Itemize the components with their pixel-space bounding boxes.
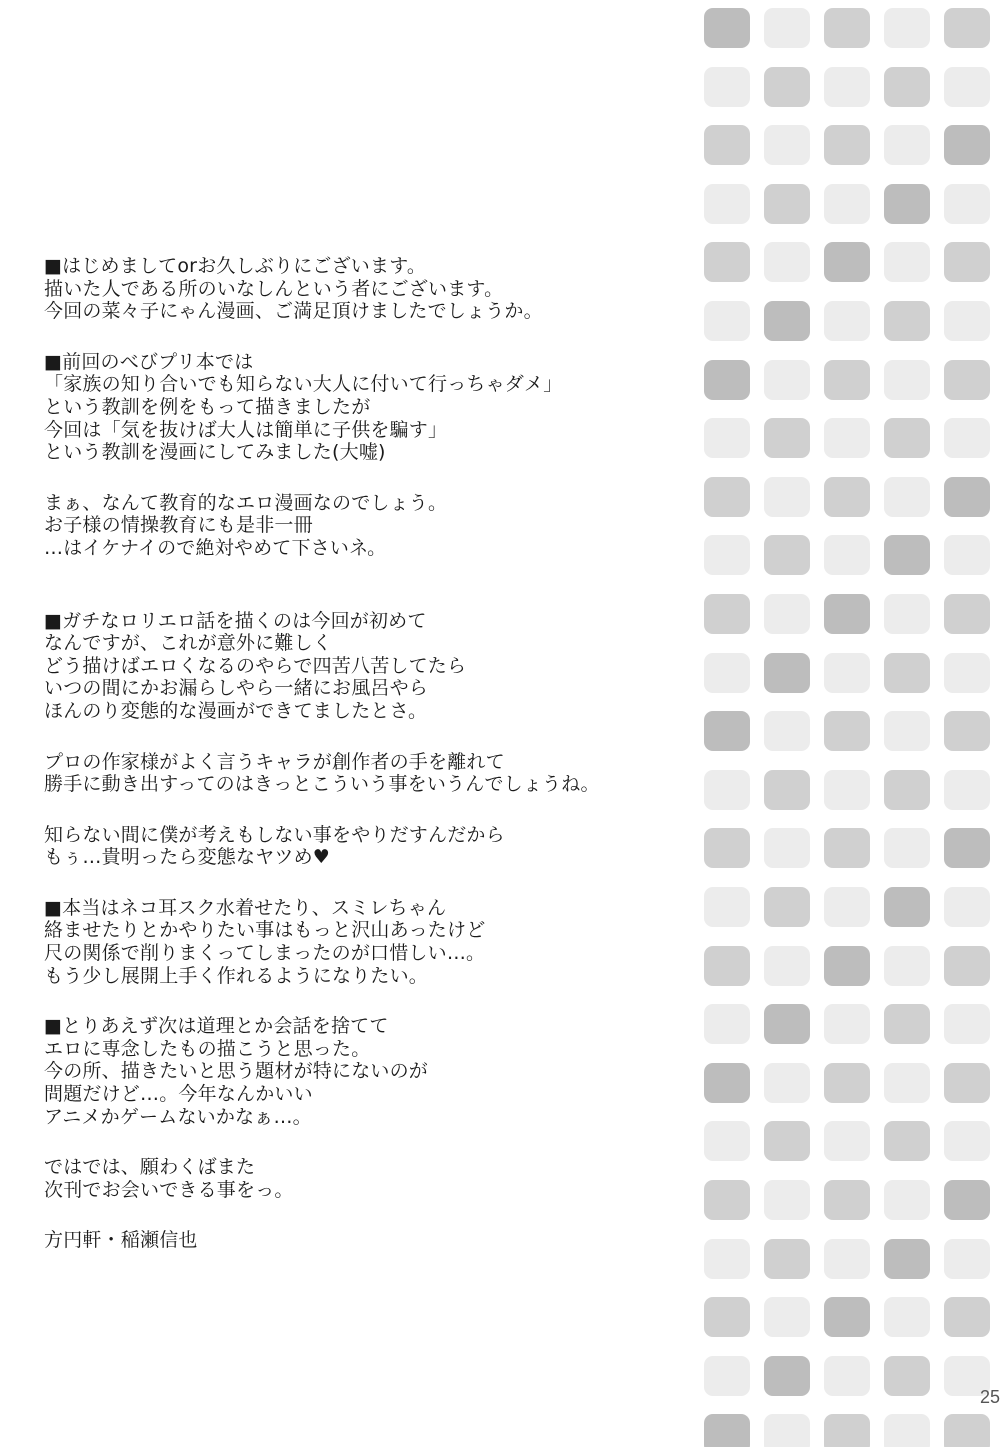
text-line: ■前回のべびプリ本では (44, 350, 254, 373)
decorative-tile (704, 1356, 750, 1396)
decorative-tile (884, 477, 930, 517)
decorative-tile (944, 946, 990, 986)
decorative-tile (824, 594, 870, 634)
text-line: ■ガチなロリエロ話を描くのは今回が初めて (44, 609, 427, 632)
decorative-tile (824, 887, 870, 927)
decorative-tile (824, 535, 870, 575)
decorative-tile (704, 594, 750, 634)
afterword-text (44, 255, 694, 1252)
text-line: 「家族の知り合いでも知らない大人に付いて行っちゃダメ」 (44, 373, 563, 396)
decorative-tile (704, 125, 750, 165)
text-line: エロに専念したもの描こうと思った。 (44, 1037, 371, 1060)
decorative-tile (884, 946, 930, 986)
text-line: もぅ…貴明ったら変態なヤツめ♥ (44, 846, 331, 869)
text-line: 今回の菜々子にゃん漫画、ご満足頂けましたでしょうか。 (44, 300, 543, 323)
decorative-tile (824, 301, 870, 341)
decorative-tile (824, 242, 870, 282)
text-line: ■はじめましてorお久しぶりにございます。 (44, 255, 427, 277)
decorative-tile (704, 242, 750, 282)
decorative-tile (944, 594, 990, 634)
decorative-tile (764, 125, 810, 165)
decorative-tile (944, 1297, 990, 1337)
decorative-tile (944, 1239, 990, 1279)
decorative-tile (764, 828, 810, 868)
decorative-tile (824, 1121, 870, 1161)
decorative-tile (704, 653, 750, 693)
decorative-tile (764, 946, 810, 986)
decorative-tile (884, 887, 930, 927)
decorative-tile (764, 418, 810, 458)
decorative-tile (884, 828, 930, 868)
decorative-tile (944, 1414, 990, 1447)
decorative-tile (824, 1004, 870, 1044)
decorative-tile (944, 477, 990, 517)
decorative-tile (824, 946, 870, 986)
decorative-tile (704, 301, 750, 341)
decorative-tile (764, 1297, 810, 1337)
decorative-tile (704, 711, 750, 751)
decorative-tile (704, 360, 750, 400)
decorative-tile (884, 360, 930, 400)
decorative-tile (704, 184, 750, 224)
decorative-tile (884, 242, 930, 282)
decorative-tile (884, 594, 930, 634)
decorative-tile (764, 477, 810, 517)
decorative-tile (884, 1063, 930, 1103)
paragraph-regrets (44, 897, 694, 987)
decorative-tile (704, 418, 750, 458)
decorative-tile (944, 125, 990, 165)
decorative-tile (944, 67, 990, 107)
text-line: …はイケナイので絶対やめて下さいネ。 (44, 536, 387, 559)
decorative-tile (824, 828, 870, 868)
decorative-tile (884, 301, 930, 341)
decorative-tile (824, 653, 870, 693)
decorative-tile (944, 1063, 990, 1103)
decorative-tile (704, 535, 750, 575)
text-line: 今の所、描きたいと思う題材が特にないのが (44, 1060, 429, 1083)
checkered-tile-decoration (700, 0, 1000, 1447)
paragraph-previous-book (44, 351, 694, 464)
decorative-tile (824, 1356, 870, 1396)
decorative-tile (824, 184, 870, 224)
text-line: いつの間にかお漏らしやら一緒にお風呂やら (44, 677, 429, 700)
decorative-tile (704, 1180, 750, 1220)
decorative-tile (824, 1297, 870, 1337)
decorative-tile (824, 418, 870, 458)
text-line: 知らない間に僕が考えもしない事をやりだすんだから (44, 823, 505, 846)
decorative-tile (764, 594, 810, 634)
decorative-tile (764, 535, 810, 575)
decorative-tile (704, 946, 750, 986)
decorative-tile (944, 887, 990, 927)
decorative-tile (944, 418, 990, 458)
decorative-tile (764, 301, 810, 341)
text-line: アニメかゲームないかなぁ…。 (44, 1105, 312, 1128)
author-signature (44, 1229, 694, 1252)
decorative-tile (824, 67, 870, 107)
decorative-tile (764, 184, 810, 224)
decorative-tile (704, 1414, 750, 1447)
text-line: ■本当はネコ耳スク水着せたり、スミレちゃん (44, 896, 447, 919)
decorative-tile (884, 1239, 930, 1279)
decorative-tile (884, 535, 930, 575)
text-line: ではでは、願わくばまた (44, 1156, 256, 1179)
decorative-tile (944, 242, 990, 282)
paragraph-farewell (44, 1156, 694, 1201)
decorative-tile (764, 67, 810, 107)
text-line: どう描けばエロくなるのやらで四苦八苦してたら (44, 654, 467, 677)
decorative-tile (884, 1414, 930, 1447)
text-line: 絡ませたりとかやりたい事はもっと沢山あったけど (44, 919, 486, 942)
text-line: 描いた人である所のいなしんという者にございます。 (44, 277, 504, 300)
decorative-tile (764, 711, 810, 751)
text-line: なんですが、これが意外に難しく (44, 632, 333, 655)
text-line: まぁ、なんて教育的なエロ漫画なのでしょう。 (44, 491, 448, 514)
decorative-tile (884, 125, 930, 165)
decorative-tile (764, 1239, 810, 1279)
decorative-tile (944, 770, 990, 810)
decorative-tile (944, 1121, 990, 1161)
decorative-tile (944, 535, 990, 575)
text-line: プロの作家様がよく言うキャラが創作者の手を離れて (44, 750, 505, 773)
decorative-tile (824, 1239, 870, 1279)
decorative-tile (824, 1063, 870, 1103)
decorative-tile (824, 711, 870, 751)
paragraph-first-attempt (44, 610, 694, 723)
decorative-tile (704, 887, 750, 927)
decorative-tile (944, 1004, 990, 1044)
text-line: という教訓を例をもって描きましたが (44, 395, 371, 418)
decorative-tile (764, 1180, 810, 1220)
text-line: ■とりあえず次は道理とか会話を捨てて (44, 1015, 389, 1038)
decorative-tile (884, 1004, 930, 1044)
paragraph-characters (44, 751, 694, 796)
decorative-tile (704, 828, 750, 868)
decorative-tile (944, 184, 990, 224)
text-line: 今回は「気を抜けば大人は簡単に子供を騙す」 (44, 418, 448, 441)
decorative-tile (884, 1297, 930, 1337)
decorative-tile (764, 8, 810, 48)
decorative-tile (824, 360, 870, 400)
decorative-tile (884, 770, 930, 810)
decorative-tile (704, 1297, 750, 1337)
decorative-tile (884, 67, 930, 107)
paragraph-takaaki (44, 824, 694, 869)
paragraph-greeting (44, 255, 694, 323)
text-line: 次刊でお会いできる事をっ。 (44, 1178, 294, 1201)
text-line: 方円軒・稲瀬信也 (44, 1229, 198, 1252)
decorative-tile (884, 1121, 930, 1161)
decorative-tile (824, 125, 870, 165)
decorative-tile (884, 8, 930, 48)
paragraph-education-joke (44, 492, 694, 560)
decorative-tile (764, 242, 810, 282)
decorative-tile (704, 1239, 750, 1279)
decorative-tile (704, 770, 750, 810)
text-line: もう少し展開上手く作れるようになりたい。 (44, 964, 429, 987)
decorative-tile (764, 1356, 810, 1396)
decorative-tile (884, 653, 930, 693)
decorative-tile (764, 1063, 810, 1103)
decorative-tile (944, 8, 990, 48)
decorative-tile (884, 418, 930, 458)
paragraph-next-plans (44, 1015, 694, 1128)
decorative-tile (884, 711, 930, 751)
decorative-tile (824, 1180, 870, 1220)
text-line: 問題だけど…。今年なんかいい (44, 1083, 313, 1106)
decorative-tile (884, 1180, 930, 1220)
decorative-tile (704, 1004, 750, 1044)
decorative-tile (704, 67, 750, 107)
decorative-tile (884, 1356, 930, 1396)
decorative-tile (704, 1121, 750, 1161)
decorative-tile (824, 8, 870, 48)
decorative-tile (764, 887, 810, 927)
decorative-tile (764, 1121, 810, 1161)
decorative-tile (944, 360, 990, 400)
decorative-tile (764, 770, 810, 810)
page-number: 25 (979, 1387, 1000, 1407)
text-line: お子様の情操教育にも是非一冊 (44, 514, 313, 537)
text-line: 勝手に動き出すってのはきっとこういう事をいうんでしょうね。 (44, 773, 600, 796)
decorative-tile (764, 1414, 810, 1447)
text-line: という教訓を漫画にしてみました(大嘘) (44, 441, 386, 464)
decorative-tile (824, 770, 870, 810)
decorative-tile (704, 8, 750, 48)
decorative-tile (764, 360, 810, 400)
decorative-tile (824, 1414, 870, 1447)
decorative-tile (824, 477, 870, 517)
decorative-tile (764, 653, 810, 693)
text-line: ほんのり変態的な漫画ができてましたとさ。 (44, 699, 428, 722)
decorative-tile (944, 1180, 990, 1220)
decorative-tile (944, 711, 990, 751)
decorative-tile (944, 301, 990, 341)
decorative-tile (884, 184, 930, 224)
decorative-tile (764, 1004, 810, 1044)
decorative-tile (704, 1063, 750, 1103)
decorative-tile (944, 828, 990, 868)
decorative-tile (944, 653, 990, 693)
decorative-tile (704, 477, 750, 517)
text-line: 尺の関係で削りまくってしまったのが口惜しい…。 (44, 942, 486, 965)
